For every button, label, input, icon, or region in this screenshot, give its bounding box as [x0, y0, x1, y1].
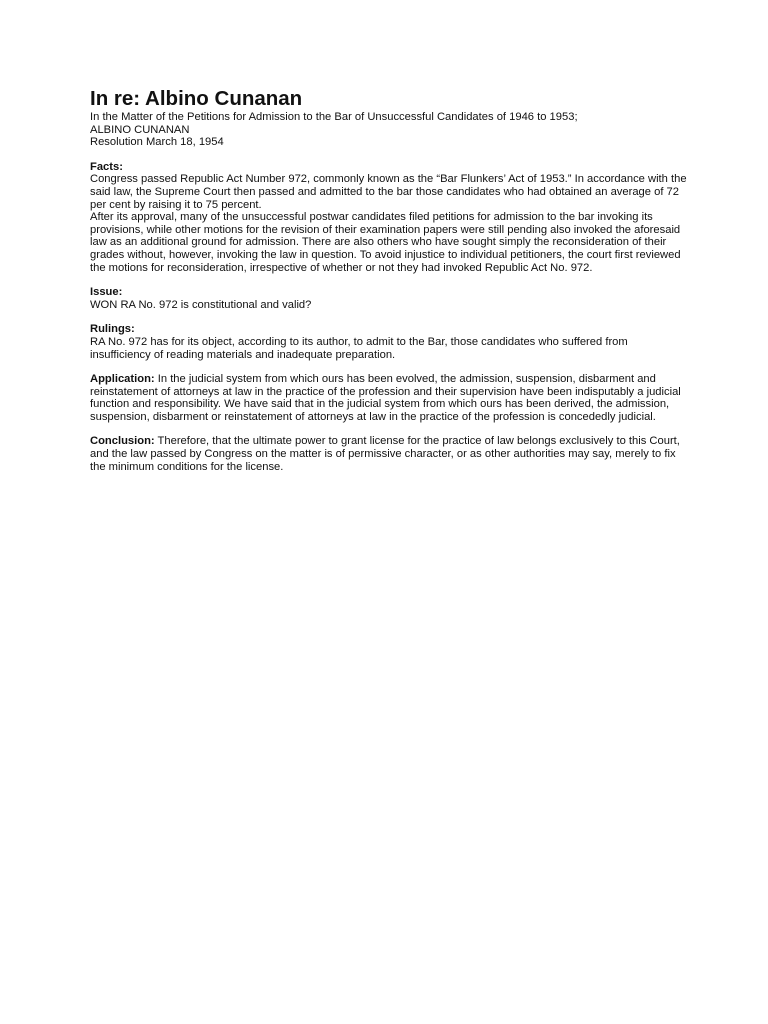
case-caption: In the Matter of the Petitions for Admission to the Bar of Unsuccessful Candidates of 1946 to 1953;: [90, 111, 578, 123]
facts-heading: Facts:: [90, 160, 123, 173]
document-page: [90, 88, 690, 473]
facts-section: [90, 161, 690, 274]
application-paragraph: [90, 373, 690, 423]
application-section: [90, 373, 690, 423]
document-title: In re: Albino Cunanan: [90, 87, 303, 110]
case-party: ALBINO CUNANAN: [90, 123, 190, 136]
conclusion-heading: Conclusion:: [90, 435, 155, 448]
case-date: Resolution March 18, 1954: [90, 136, 224, 149]
conclusion-section: [90, 435, 690, 473]
issue-section: [90, 286, 690, 311]
rulings-heading: Rulings:: [90, 323, 135, 336]
facts-paragraph-2: After its approval, many of the unsuccessful postwar candidates filed petitions for admission to the bar invoking its provisions, while other motions for the revision of their examination papers were still pending also invoked the aforesaid law as an additional ground for admission. There are also others who have sought simply the reconsideration of their grades without, however, invoking the law in question. To avoid injustice to individual petitioners, the court first reviewed the motions for reconsideration, irrespective of whether or not they had invoked Republic Act No. 972.: [90, 211, 681, 274]
case-header: [90, 111, 690, 149]
application-text: In the judicial system from which ours has been evolved, the admission, suspension, disbarment and reinstatement of attorneys at law in the practice of the profession and their supervision have been indisputably a judicial function and responsibility. We have said that in the judicial system from which ours has been derived, the admission, suspension, disbarment or reinstatement of attorneys at law in the practice of the profession is concededly judicial.: [90, 373, 681, 423]
application-heading: Application:: [90, 373, 155, 386]
rulings-text: RA No. 972 has for its object, according to its author, to admit to the Bar, those candidates who suffered from insufficiency of reading materials and inadequate preparation.: [90, 335, 628, 361]
issue-heading: Issue:: [90, 286, 123, 299]
conclusion-text: Therefore, that the ultimate power to grant license for the practice of law belongs exclusively to this Court, and the law passed by Congress on the matter is of permissive character, or as other authorities may say, merely to fix the minimum conditions for the license.: [90, 435, 680, 473]
facts-paragraph-1: Congress passed Republic Act Number 972, commonly known as the “Bar Flunkers’ Act of 1953.” In accordance with the said law, the Supreme Court then passed and admitted to the bar those candidates who had obtained an average of 72 per cent by raising it to 75 percent.: [90, 173, 687, 211]
issue-text: WON RA No. 972 is constitutional and valid?: [90, 298, 312, 311]
rulings-section: [90, 323, 690, 361]
conclusion-paragraph: [90, 435, 690, 473]
